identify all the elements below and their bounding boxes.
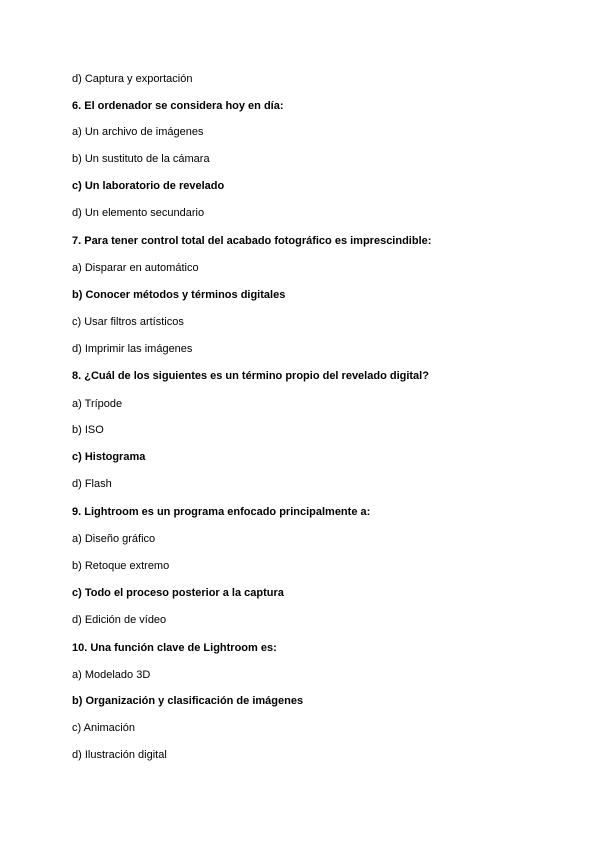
question-6: 6. El ordenador se considera hoy en día: xyxy=(72,100,284,112)
answer-option-7a: a) Disparar en automático xyxy=(72,262,199,274)
answer-option-9d: d) Edición de vídeo xyxy=(72,614,167,626)
answer-option-8c: c) Histograma xyxy=(72,451,146,463)
answer-option-9b: b) Retoque extremo xyxy=(72,560,170,572)
answer-option-8d: d) Flash xyxy=(72,478,112,490)
answer-option-7c: c) Usar filtros artísticos xyxy=(72,316,184,328)
answer-option-6c: c) Un laboratorio de revelado xyxy=(72,180,225,192)
answer-option-6d: d) Un elemento secundario xyxy=(72,207,205,219)
answer-option-10b: b) Organización y clasificación de imágenes xyxy=(72,695,304,707)
answer-option-6b: b) Un sustituto de la cámara xyxy=(72,153,210,165)
answer-option-10a: a) Modelado 3D xyxy=(72,669,151,681)
answer-option-9c: c) Todo el proceso posterior a la captura xyxy=(72,587,284,599)
answer-option-5d: d) Captura y exportación xyxy=(72,73,193,85)
question-9: 9. Lightroom es un programa enfocado principalmente a: xyxy=(72,506,371,518)
answer-option-8a: a) Trípode xyxy=(72,398,123,410)
answer-option-10c: c) Animación xyxy=(72,722,135,734)
answer-option-10d: d) Ilustración digital xyxy=(72,749,167,761)
question-10: 10. Una función clave de Lightroom es: xyxy=(72,642,277,654)
answer-option-9a: a) Diseño gráfico xyxy=(72,533,156,545)
answer-option-6a: a) Un archivo de imágenes xyxy=(72,126,204,138)
question-7: 7. Para tener control total del acabado fotográfico es imprescindible: xyxy=(72,235,432,247)
answer-option-7d: d) Imprimir las imágenes xyxy=(72,343,193,355)
answer-option-8b: b) ISO xyxy=(72,424,104,436)
answer-option-7b: b) Conocer métodos y términos digitales xyxy=(72,289,286,301)
question-8: 8. ¿Cuál de los siguientes es un término propio del revelado digital? xyxy=(72,370,429,382)
